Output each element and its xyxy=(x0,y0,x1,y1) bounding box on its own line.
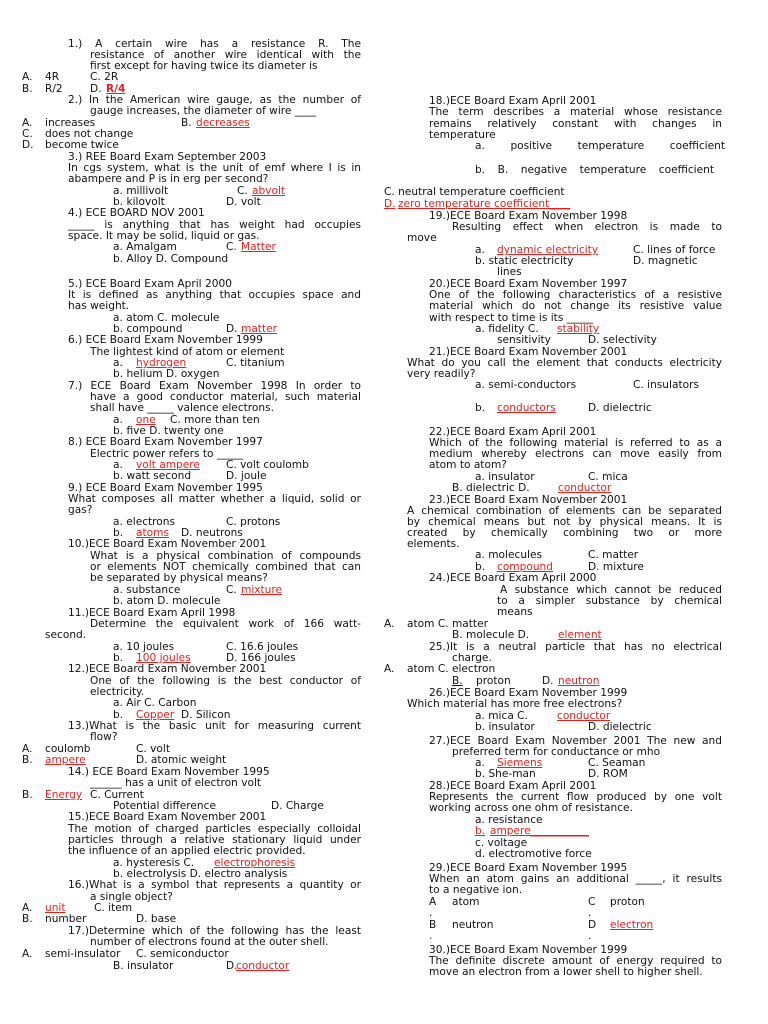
option-letter: B xyxy=(429,919,437,931)
question-30-stem-line: The definite discrete amount of energy required to xyxy=(429,955,722,967)
question-8-header: 8.) ECE Board Exam November 1997 xyxy=(68,436,263,448)
option-text: d. electromotive force xyxy=(475,848,592,860)
option-letter: A. xyxy=(22,743,33,755)
question-13-stem-line: 13.)What is the basic unit for measuring current xyxy=(68,720,361,732)
question-1-stem-line: first except for having twice its diameter is xyxy=(90,60,318,72)
option-text: C. matter xyxy=(588,549,639,561)
answer-highlight: mixture xyxy=(241,584,283,596)
question-4-stem-line: space. It may be solid, liquid or gas. xyxy=(68,230,260,242)
option-letter: A. xyxy=(22,948,33,960)
question-25-stem-line: 25.)It is a neutral particle that has no electrical xyxy=(429,641,722,653)
answer-highlight: dynamic electricity xyxy=(497,244,599,256)
question-18-header: 18.)ECE Board Exam April 2001 xyxy=(429,95,597,107)
option-text: D. base xyxy=(136,913,177,925)
option-text: C. lines of force xyxy=(633,244,716,256)
question-9-stem-line: gas? xyxy=(68,504,93,516)
option-text: R/2 xyxy=(45,83,63,95)
question-3-header: 3.) REE Board Exam September 2003 xyxy=(68,151,267,163)
question-24-stem-line: means xyxy=(497,606,533,618)
option-text: a. Air C. Carbon xyxy=(113,697,197,709)
option-letter: b. xyxy=(113,652,124,664)
option-text: B. molecule D. xyxy=(452,629,530,641)
answer-highlight: zero temperature coefficient____ xyxy=(398,198,571,210)
option-text: coulomb xyxy=(45,743,91,755)
answer-highlight: conductor xyxy=(236,960,290,972)
option-letter: D. xyxy=(384,198,396,210)
option-text: semi-insulator xyxy=(45,948,121,960)
question-3-stem-line: abampere and P is in erg per second? xyxy=(68,173,269,185)
option-letter: b. xyxy=(113,709,124,721)
question-29-header: 29.)ECE Board Exam November 1995 xyxy=(429,862,628,874)
option-letter: B. xyxy=(22,789,33,801)
option-letter: b. xyxy=(113,527,124,539)
question-27-stem-line: preferred term for conductance or mho xyxy=(452,746,661,758)
option-letter: b. xyxy=(475,825,486,837)
question-16-stem-line: 16.)What is a symbol that represents a quantity or xyxy=(68,879,361,891)
question-19-stem-line: Resulting effect when electron is made to xyxy=(452,221,722,233)
option-text: atom C. electron xyxy=(407,663,496,675)
answer-highlight: decreases xyxy=(196,117,250,129)
option-text: C. insulators xyxy=(633,379,699,391)
question-20-stem-line: material which do not change its resistive value xyxy=(429,300,722,312)
option-text: a. positive temperature coefficient xyxy=(475,140,725,152)
question-23-header: 23.)ECE Board Exam November 2001 xyxy=(429,494,628,506)
answer-highlight: Matter xyxy=(241,241,276,253)
option-text: a. mica C. xyxy=(475,710,528,722)
question-10-stem-line: or elements NOT chemically combined that can xyxy=(90,561,361,573)
question-27-stem-line: 27.)ECE Board Exam November 2001 The new and xyxy=(429,735,722,747)
question-5-stem-line: It is defined as anything that occupies space and xyxy=(68,289,361,301)
option-text: a. electrons xyxy=(113,516,176,528)
question-14-stem-line: ______ has a unit of electron volt xyxy=(90,777,262,789)
option-letter: D. xyxy=(22,139,34,151)
option-letter: C. xyxy=(237,185,248,197)
question-16-stem-line: a single object? xyxy=(90,891,173,903)
option-text: b. electrolysis D. electro analysis xyxy=(113,868,288,880)
option-text: b. B. negative temperature coefficient xyxy=(475,164,714,176)
option-text: D. dielectric xyxy=(588,402,652,414)
option-text: a. molecules xyxy=(475,549,543,561)
question-12-stem-line: One of the following is the best conductor of xyxy=(90,675,361,687)
question-15-stem-line: The motion of charged particles especially colloidal xyxy=(68,823,361,835)
option-text: C. volt coulomb xyxy=(226,459,309,471)
option-text: B. insulator xyxy=(113,960,174,972)
answer-highlight: conductors xyxy=(497,402,556,414)
question-7-stem-line: 7.) ECE Board Exam November 1998 In order to xyxy=(68,380,361,392)
question-18-stem-line: remains relatively constant with changes in xyxy=(429,118,722,130)
option-text: lines xyxy=(497,266,522,278)
question-5-stem-line: has weight. xyxy=(68,300,130,312)
answer-highlight: neutron xyxy=(558,675,600,687)
answer-highlight: abvolt xyxy=(252,185,286,197)
answer-highlight: ampere xyxy=(45,754,86,766)
option-text: D. joule xyxy=(226,470,267,482)
option-text: does not change xyxy=(45,128,134,140)
option-dot: . xyxy=(429,930,433,942)
question-1-stem-line: resistance of another wire identical with the xyxy=(90,49,361,61)
question-11-stem-line: second. xyxy=(45,629,87,641)
answer-highlight: Energy xyxy=(45,789,83,801)
option-letter: b. xyxy=(475,402,486,414)
option-letter: C. xyxy=(226,584,237,596)
option-text: D. ROM xyxy=(588,768,628,780)
option-letter: B. xyxy=(22,913,33,925)
option-letter: B. xyxy=(452,675,463,687)
question-23-stem-line: elements. xyxy=(407,538,460,550)
option-text: atom C. matter xyxy=(407,618,488,630)
question-22-stem-line: medium whereby electrons can move easily from xyxy=(429,448,722,460)
option-text: proton xyxy=(610,896,645,908)
question-28-header: 28.)ECE Board Exam April 2001 xyxy=(429,780,597,792)
option-text: a. atom C. molecule xyxy=(113,312,220,324)
option-text: a. Amalgam xyxy=(113,241,177,253)
answer-highlight: atoms xyxy=(136,527,169,539)
answer-highlight: 100 joules xyxy=(136,652,191,664)
option-text: C. Current xyxy=(90,789,144,801)
option-text: b. helium D. oxygen xyxy=(113,368,220,380)
question-10-stem-line: be separated by physical means? xyxy=(90,572,268,584)
question-21-header: 21.)ECE Board Exam November 2001 xyxy=(429,346,628,358)
option-letter: a. xyxy=(475,757,485,769)
question-6-stem-line: The lightest kind of atom or element xyxy=(90,346,285,358)
question-14-header: 14.) ECE Board Exam November 1995 xyxy=(68,766,270,778)
question-7-stem-line: have a good conductor material, such material xyxy=(90,391,361,403)
question-18-stem-line: temperature xyxy=(429,129,496,141)
question-17-stem-line: number of electrons found at the outer shell. xyxy=(90,936,329,948)
question-15-stem-line: the influence of an applied electric provided. xyxy=(68,845,306,857)
option-text: C. neutral temperature coefficient xyxy=(384,186,565,198)
question-29-stem-line: to a negative ion. xyxy=(429,884,523,896)
question-7-stem-line: shall have _____ valence electrons. xyxy=(90,402,274,414)
option-text: D. volt xyxy=(226,196,261,208)
question-21-stem-line: very readily? xyxy=(407,368,476,380)
option-text: a. hysteresis C. xyxy=(113,857,195,869)
option-letter: D. xyxy=(226,323,238,335)
answer-highlight: electrophoresis xyxy=(214,857,296,869)
question-22-stem-line: Which of the following material is referred to as a xyxy=(429,437,722,449)
answer-highlight: stability xyxy=(557,323,600,335)
question-3-stem-line: In cgs system, what is the unit of emf where I is in xyxy=(68,162,361,174)
question-10-header: 10.)ECE Board Exam November 2001 xyxy=(68,538,267,550)
question-22-stem-line: atom to atom? xyxy=(429,459,507,471)
option-text: atom xyxy=(452,896,480,908)
option-letter: A. xyxy=(384,618,395,630)
option-letter: b. xyxy=(475,561,486,573)
option-text: b. static electricity xyxy=(475,255,574,267)
option-text: B. dielectric D. xyxy=(452,482,530,494)
option-text: D. mixture xyxy=(588,561,644,573)
answer-highlight: one xyxy=(136,414,156,426)
question-8-stem-line: Electric power refers to _____ xyxy=(90,448,244,460)
answer-highlight: R/4 xyxy=(106,83,126,95)
option-dot: . xyxy=(588,930,592,942)
answer-highlight: Copper xyxy=(136,709,175,721)
option-text: b. watt second xyxy=(113,470,192,482)
option-dot: . xyxy=(429,907,433,919)
option-letter: D xyxy=(588,919,597,931)
option-text: D. selectivity xyxy=(588,334,657,346)
option-letter: C. xyxy=(226,241,237,253)
option-text: a. fidelity C. xyxy=(475,323,539,335)
option-letter: D. xyxy=(90,83,102,95)
option-text: b. atom D. molecule xyxy=(113,595,221,607)
question-21-stem-line: What do you call the element that conducts electricity xyxy=(407,357,722,369)
option-text: C. semiconductor xyxy=(136,948,229,960)
question-30-stem-line: move an electron from a lower shell to higher shell. xyxy=(429,966,703,978)
question-19-stem-line: move xyxy=(407,232,437,244)
option-text: b. She-man xyxy=(475,768,536,780)
option-text: sensitivity xyxy=(497,334,551,346)
option-text: C. more than ten xyxy=(170,414,260,426)
option-letter: a. xyxy=(113,414,123,426)
question-13-stem-line: flow? xyxy=(90,731,118,743)
option-text: D. Charge xyxy=(271,800,324,812)
option-letter: D. xyxy=(226,960,238,972)
question-20-stem-line: with respect to time is its _____ xyxy=(429,312,594,324)
question-30-header: 30.)ECE Board Exam November 1999 xyxy=(429,944,628,956)
answer-highlight: matter xyxy=(241,323,277,335)
question-12-header: 12.)ECE Board Exam November 2001 xyxy=(68,663,267,675)
option-text: a. semi-conductors xyxy=(475,379,577,391)
option-text: b. insulator xyxy=(475,721,535,733)
question-11-stem-line: Determine the equivalent work of 166 watt- xyxy=(90,618,361,630)
question-28-stem-line: Represents the current flow produced by one volt xyxy=(429,791,722,803)
question-25-stem-line: charge. xyxy=(452,652,492,664)
option-text: D. 166 joules xyxy=(226,652,296,664)
question-9-stem-line: What composes all matter whether a liquid, solid or xyxy=(68,493,361,505)
option-text: c. voltage xyxy=(475,837,528,849)
answer-highlight: hydrogen xyxy=(136,357,187,369)
option-text: D. dielectric xyxy=(588,721,652,733)
answer-highlight: electron xyxy=(610,919,654,931)
option-text: a. 10 joules xyxy=(113,641,175,653)
option-text: a. resistance xyxy=(475,814,543,826)
question-29-stem-line: When an atom gains an additional _____, it results xyxy=(429,873,722,885)
question-18-stem-line: The term describes a material whose resistance xyxy=(429,106,722,118)
answer-highlight: compound xyxy=(497,561,553,573)
question-5-header: 5.) ECE Board Exam April 2000 xyxy=(68,278,232,290)
option-letter: a. xyxy=(475,244,485,256)
question-11-header: 11.)ECE Board Exam April 1998 xyxy=(68,607,236,619)
question-28-stem-line: working across one ohm of resistance. xyxy=(429,802,633,814)
question-10-stem-line: What is a physical combination of compounds xyxy=(90,550,361,562)
option-letter: D. xyxy=(542,675,554,687)
question-24-header: 24.)ECE Board Exam April 2000 xyxy=(429,572,597,584)
option-text: C. titanium xyxy=(226,357,285,369)
question-4-stem-line: _____ is anything that has weight had occupies xyxy=(68,219,361,231)
question-22-header: 22.)ECE Board Exam April 2001 xyxy=(429,426,597,438)
question-23-stem-line: A chemical combination of elements can be separated xyxy=(407,505,722,517)
question-23-stem-line: created by chemically combining two or more xyxy=(407,527,722,539)
question-6-header: 6.) ECE Board Exam November 1999 xyxy=(68,334,263,346)
question-26-stem-line: Which material has more free electrons? xyxy=(407,698,623,710)
question-20-header: 20.)ECE Board Exam November 1997 xyxy=(429,278,628,290)
question-12-stem-line: electricity. xyxy=(90,686,145,698)
option-text: a. insulator xyxy=(475,471,535,483)
option-letter: C xyxy=(588,896,596,908)
option-letter: a. xyxy=(113,357,123,369)
option-text: C. volt xyxy=(136,743,170,755)
answer-highlight: Siemens xyxy=(497,757,543,769)
option-letter: A. xyxy=(22,902,33,914)
option-text: become twice xyxy=(45,139,119,151)
option-text: increases xyxy=(45,117,96,129)
option-text: C. 2R xyxy=(90,71,119,83)
question-2-stem-line: 2.) In the American wire gauge, as the number of xyxy=(68,94,361,106)
option-letter: C. xyxy=(22,128,33,140)
option-text: b. five D. twenty one xyxy=(113,425,224,437)
option-letter: a. xyxy=(113,459,123,471)
answer-highlight: volt ampere xyxy=(136,459,200,471)
option-text: D. neutrons xyxy=(181,527,243,539)
option-text: b. kilovolt xyxy=(113,196,165,208)
option-letter: B. xyxy=(22,83,33,95)
option-text: C. 16.6 joules xyxy=(226,641,299,653)
question-15-header: 15.)ECE Board Exam November 2001 xyxy=(68,811,267,823)
option-letter: A. xyxy=(384,663,395,675)
option-text: D. Silicon xyxy=(181,709,231,721)
answer-highlight: element xyxy=(558,629,602,641)
option-text: D. atomic weight xyxy=(136,754,227,766)
question-24-stem-line: to a simpler substance by chemical xyxy=(497,595,722,607)
option-letter: A. xyxy=(22,117,33,129)
answer-highlight: conductor xyxy=(557,710,611,722)
question-20-stem-line: One of the following characteristics of a resistive xyxy=(429,289,722,301)
question-24-stem-line: A substance which cannot be reduced xyxy=(500,584,722,596)
option-text: C. Seaman xyxy=(588,757,646,769)
option-letter: A xyxy=(429,896,437,908)
question-26-header: 26.)ECE Board Exam November 1999 xyxy=(429,687,628,699)
answer-highlight: ampere___________ xyxy=(490,825,589,837)
option-text: b. compound xyxy=(113,323,183,335)
question-2-stem-line: gauge increases, the diameter of wire ____ xyxy=(90,105,316,117)
option-text: a. substance xyxy=(113,584,181,596)
option-text: number xyxy=(45,913,87,925)
option-dot: . xyxy=(588,907,592,919)
question-4-header: 4.) ECE BOARD NOV 2001 xyxy=(68,207,205,219)
question-17-stem-line: 17.)Determine which of the following has the least xyxy=(68,925,361,937)
option-letter: B. xyxy=(181,117,192,129)
option-text: C. mica xyxy=(588,471,628,483)
option-text: neutron xyxy=(452,919,494,931)
answer-highlight: unit xyxy=(45,902,66,914)
option-text: b. Alloy D. Compound xyxy=(113,253,229,265)
option-letter: A. xyxy=(22,71,33,83)
option-letter: B. xyxy=(22,754,33,766)
option-text: C. item xyxy=(94,902,133,914)
question-19-header: 19.)ECE Board Exam November 1998 xyxy=(429,210,628,222)
option-text: C. protons xyxy=(226,516,281,528)
question-9-header: 9.) ECE Board Exam November 1995 xyxy=(68,482,263,494)
answer-highlight: conductor xyxy=(558,482,612,494)
question-23-stem-line: by chemical means but not by physical means. It is xyxy=(407,516,722,528)
option-text: proton xyxy=(476,675,511,687)
question-15-stem-line: particles through a relative stationary liquid under xyxy=(68,834,361,846)
option-text: a. millivolt xyxy=(113,185,169,197)
option-text: D. magnetic xyxy=(633,255,698,267)
option-text: Potential difference xyxy=(113,800,216,812)
question-1-stem-line: 1.) A certain wire has a resistance R. The xyxy=(68,38,361,50)
option-text: 4R xyxy=(45,71,60,83)
